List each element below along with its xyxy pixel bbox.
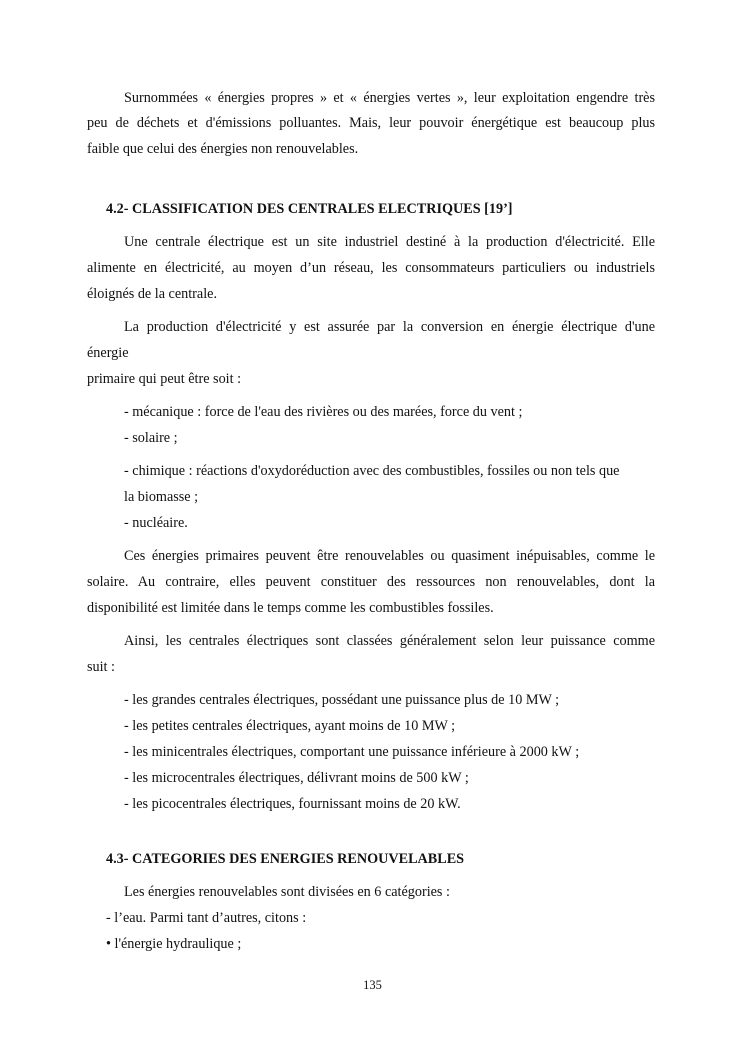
intro-line-1: Surnommées « énergies propres » et « énergies vertes », leur exploitation engendre très — [124, 90, 655, 106]
p3-line-3: disponibilité est limitée dans le temps comme les combustibles fossiles. — [87, 600, 494, 616]
p4-line-2: suit : — [87, 659, 115, 675]
p3-line-1: Ces énergies primaires peuvent être renouvelables ou quasiment inépuisables, comme le — [124, 548, 655, 564]
p2-line-1: La production d'électricité y est assurée par la conversion en énergie électrique d'une — [124, 319, 655, 335]
source-item-chimique-cont: la biomasse ; — [124, 489, 199, 505]
class-item-petites: - les petites centrales électriques, ayant moins de 10 MW ; — [124, 718, 456, 734]
p4-line-1: Ainsi, les centrales électriques sont classées généralement selon leur puissance comme — [124, 633, 655, 649]
p2-line-3: primaire qui peut être soit : — [87, 371, 242, 387]
p1-line-1: Une centrale électrique est un site industriel destiné à la production d'électricité. Elle — [124, 234, 655, 250]
page-number: 135 — [363, 978, 382, 992]
category-item-hydraulique: • l'énergie hydraulique ; — [106, 936, 242, 952]
class-item-mini: - les minicentrales électriques, comportant une puissance inférieure à 2000 kW ; — [124, 744, 580, 760]
category-item-eau: - l’eau. Parmi tant d’autres, citons : — [106, 910, 307, 926]
class-item-pico: - les picocentrales électriques, fournissant moins de 20 kW. — [124, 796, 461, 812]
class-item-grandes: - les grandes centrales électriques, possédant une puissance plus de 10 MW ; — [124, 692, 560, 708]
section-heading-4-3: 4.3- CATEGORIES DES ENERGIES RENOUVELABLES — [106, 851, 465, 867]
source-item-solaire: - solaire ; — [124, 430, 178, 446]
section-heading-4-2: 4.2- CLASSIFICATION DES CENTRALES ELECTRIQUES [19’] — [106, 201, 513, 217]
p1-line-3: éloignés de la centrale. — [87, 286, 217, 302]
source-item-mecanique: - mécanique : force de l'eau des rivières ou des marées, force du vent ; — [124, 404, 523, 420]
categories-intro: Les énergies renouvelables sont divisées en 6 catégories : — [124, 884, 450, 900]
source-item-nucleaire: - nucléaire. — [124, 515, 188, 531]
source-item-chimique: - chimique : réactions d'oxydoréduction avec des combustibles, fossiles ou non tels que — [124, 463, 620, 479]
p3-line-2: solaire. Au contraire, elles peuvent constituer des ressources non renouvelables, dont la — [87, 574, 655, 590]
p1-line-2: alimente en électricité, au moyen d’un réseau, les consommateurs particuliers ou industriels — [87, 260, 655, 276]
class-item-micro: - les microcentrales électriques, délivrant moins de 500 kW ; — [124, 770, 469, 786]
intro-line-3: faible que celui des énergies non renouvelables. — [87, 141, 359, 157]
p2-line-2: énergie — [87, 345, 129, 361]
intro-line-2: peu de déchets et d'émissions polluantes. Mais, leur pouvoir énergétique est beaucoup plus — [87, 115, 655, 131]
